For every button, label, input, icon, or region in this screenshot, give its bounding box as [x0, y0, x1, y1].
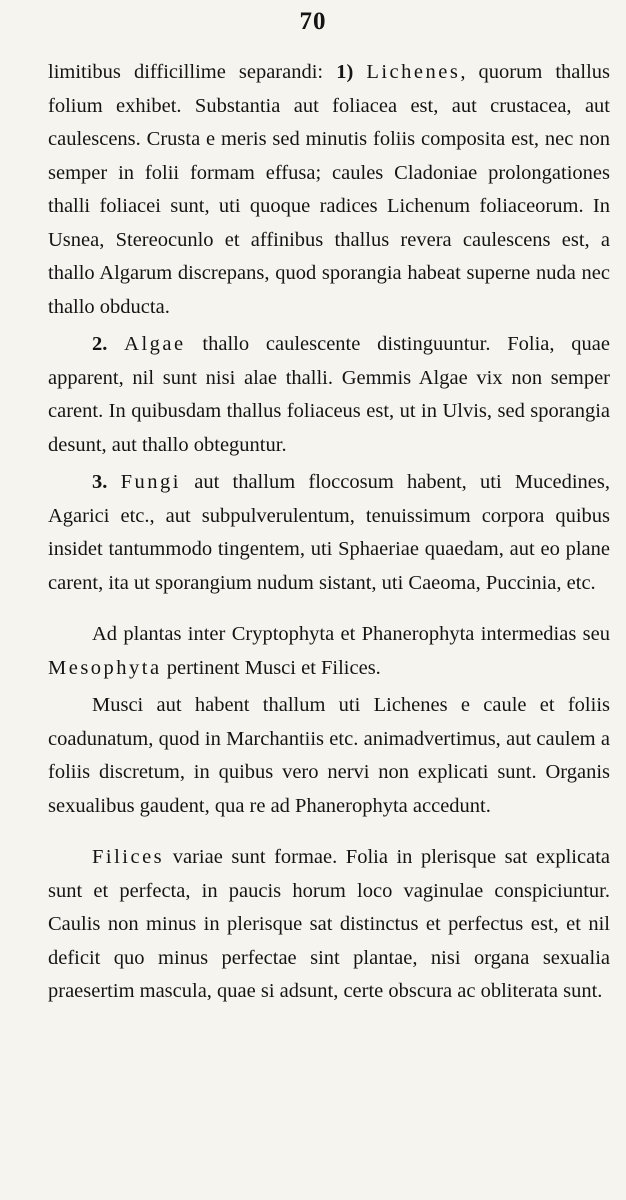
- spaced-term: Fungi: [120, 471, 181, 493]
- paragraph-p4: [48, 618, 610, 685]
- text-run: thallo caulescente distinguuntur. Folia, quae apparent, nil sunt nisi alae thalli. Gemmis Algae vix non semper carent. In quibusdam thallus foliaceus est, ut in Ulvis, sed sporangia desunt, aut thallo obteguntur.: [48, 333, 610, 456]
- list-numeral: 1): [336, 61, 354, 83]
- spaced-term: Mesophyta: [48, 656, 162, 679]
- spaced-term: Algae: [124, 333, 186, 355]
- paragraph-p2: [48, 328, 610, 462]
- text-run: pertinent Musci et Filices.: [161, 656, 381, 679]
- list-numeral: 2.: [92, 333, 108, 355]
- text-run: limitibus difficillime separandi:: [48, 61, 337, 83]
- text-run: Ad plantas inter Cryptophyta et Phanerophyta intermedias seu: [92, 623, 610, 645]
- page-number: 70: [299, 8, 327, 35]
- spaced-term: Lichenes: [366, 61, 461, 83]
- text-run: [353, 61, 366, 83]
- paragraph-p1: [48, 56, 610, 324]
- text-run: [107, 471, 120, 493]
- text-run: [107, 333, 124, 355]
- text-run: variae sunt formae. Folia in plerisque sat explicata sunt et perfecta, in paucis horum loco vaginulae conspiciuntur. Caulis non minus in plerisque sat distinctus et perfectus est, et nil deficit quo minus perfectae sint plantae, nisi organa sexualia praesertim mascula, quae si adsunt, certe obscura ac obliterata sunt.: [48, 846, 610, 1002]
- paragraph-p5: [48, 689, 610, 823]
- paragraph-p3: [48, 466, 610, 600]
- text-run: , quorum thallus folium exhibet. Substantia aut foliacea est, aut crustacea, aut caulescens. Crusta e meris sed minutis foliis composita est, nec non semper in folii formam effusa; caules Cladoniae prolongationes thalli foliacei sunt, uti quoque radices Lichenum foliaceorum. In Usnea, Stereocunlo et affinibus thallus revera caulescens est, a thallo Algarum discrepans, quod sporangia habeat superne nuda nec thallo obducta.: [48, 61, 611, 318]
- spaced-term: Filices: [92, 846, 165, 868]
- text-run: Musci aut habent thallum uti Lichenes e caule et foliis coadunatum, quod in Marchantiis etc. animadvertimus, aut caulem a foliis discretum, in quibus vero nervi non explicati sunt. Organis sexualibus gaudent, qua re ad Phanerophyta accedunt.: [48, 694, 610, 817]
- text-run: aut thallum floccosum habent, uti Mucedines, Agarici etc., aut subpulverulentum, tenuissimum corpora quibus insidet tantummodo tingentem, uti Sphaeriae quaedam, aut eo plane carent, ita ut sporangium nudum sistant, uti Caeoma, Puccinia, etc.: [48, 471, 610, 594]
- list-numeral: 3.: [92, 471, 108, 493]
- paragraph-p6: [48, 841, 610, 1009]
- body-text: [48, 56, 610, 1009]
